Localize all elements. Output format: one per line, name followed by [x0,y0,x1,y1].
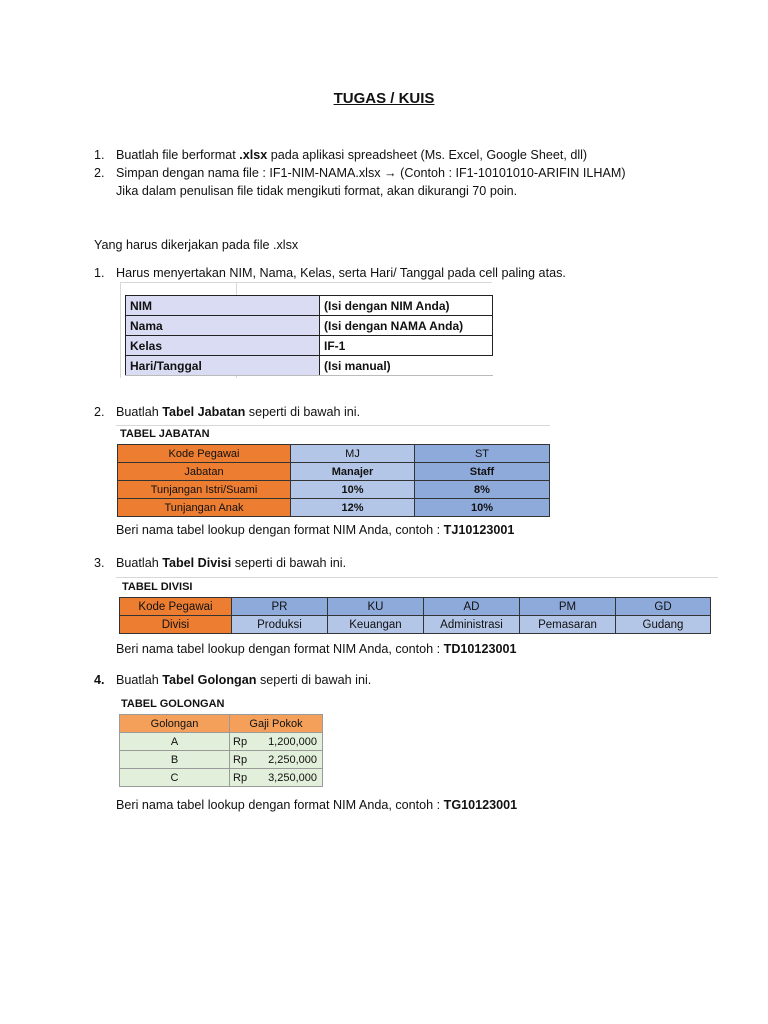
cell: Gudang [616,616,711,634]
identity-value: (Isi manual) [320,356,493,376]
cell: MJ [291,445,415,463]
identity-value: (Isi dengan NAMA Anda) [320,316,493,336]
cell: ST [415,445,550,463]
cell: C [120,769,230,787]
divisi-table [119,597,711,634]
identity-value: (Isi dengan NIM Anda) [320,296,493,316]
identity-key: Kelas [126,336,320,356]
cell: Rp 2,250,000 [230,751,323,769]
cell: Keuangan [328,616,424,634]
cell: Staff [415,463,550,481]
cell: AD [424,598,520,616]
cell: 10% [291,481,415,499]
cell: Rp 1,200,000 [230,733,323,751]
cell: KU [328,598,424,616]
cell: 8% [415,481,550,499]
section-intro: Yang harus dikerjakan pada file .xlsx [94,238,299,252]
cell: 10% [415,499,550,517]
cell: PM [520,598,616,616]
header-cell: Gaji Pokok [230,715,323,733]
row-label: Divisi [120,616,232,634]
row-label: Jabatan [118,463,291,481]
page-title: TUGAS / KUIS [333,90,435,107]
cell: 12% [291,499,415,517]
cell: B [120,751,230,769]
table-caption: TABEL JABATAN [120,428,210,440]
identity-key: Hari/Tanggal [126,356,320,376]
cell: Pemasaran [520,616,616,634]
identity-value: IF-1 [320,336,493,356]
cell: Administrasi [424,616,520,634]
identity-table [125,295,493,376]
row-label: Kode Pegawai [120,598,232,616]
cell: Manajer [291,463,415,481]
identity-key: NIM [126,296,320,316]
table-caption: TABEL DIVISI [122,581,193,593]
table-caption: TABEL GOLONGAN [121,698,225,710]
cell: Produksi [232,616,328,634]
header-cell: Golongan [120,715,230,733]
row-label: Kode Pegawai [118,445,291,463]
identity-key: Nama [126,316,320,336]
task-2-lookup: Beri nama tabel lookup dengan format NIM Anda, contoh : TJ10123001 [116,523,515,537]
row-label: Tunjangan Anak [118,499,291,517]
cell: A [120,733,230,751]
instruction-2-note: Jika dalam penulisan file tidak mengikuti format, akan dikurangi 70 poin. [116,184,518,198]
cell: Rp 3,250,000 [230,769,323,787]
row-label: Tunjangan Istri/Suami [118,481,291,499]
golongan-table [119,714,323,787]
task-4-lookup: Beri nama tabel lookup dengan format NIM Anda, contoh : TG10123001 [116,798,518,812]
cell: GD [616,598,711,616]
jabatan-table [117,444,550,517]
task-3-lookup: Beri nama tabel lookup dengan format NIM Anda, contoh : TD10123001 [116,642,517,656]
cell: PR [232,598,328,616]
